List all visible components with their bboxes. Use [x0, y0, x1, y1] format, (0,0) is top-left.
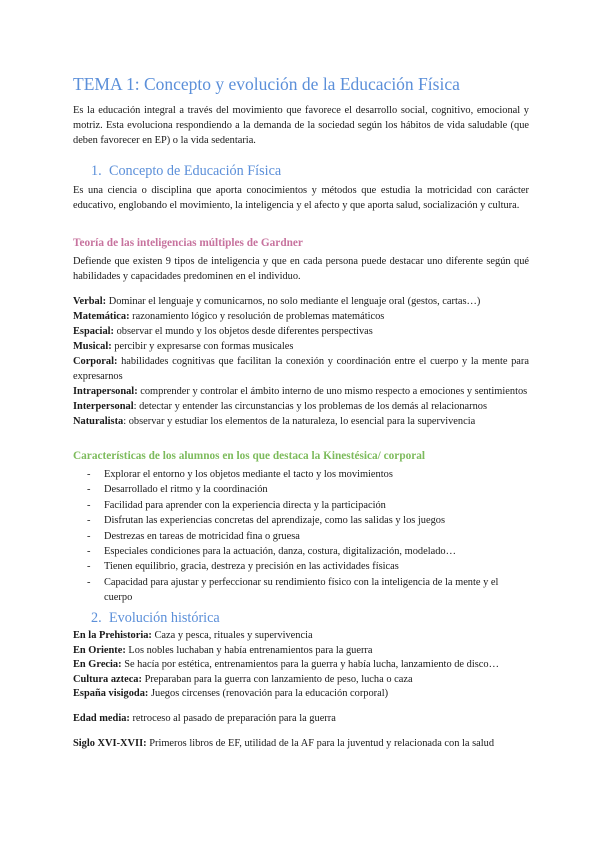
intelligence-desc: habilidades cognitivas que facilitan la conexión y coordinación entre el cuerpo y la mente para expresarnos [73, 356, 529, 382]
intelligence-desc: Dominar el lenguaje y comunicarnos, no solo mediante el lenguaje oral (gestos, cartas…) [106, 296, 481, 307]
section-1-paragraph: Es una ciencia o disciplina que aporta conocimientos y métodos que estudia la motricidad con carácter educativo, englobando el movimiento, la inteligencia y el afecto y que aporta salud, socialización y cultura. [73, 185, 529, 211]
list-item-text: Capacidad para ajustar y perfeccionar su rendimiento físico con la inteligencia de la mente y el cuerpo [104, 576, 499, 604]
section-1-number: 1. [91, 163, 102, 179]
intelligence-item [73, 384, 529, 399]
list-item-text: Especiales condiciones para la actuación, danza, costura, digitalización, modelado… [104, 546, 456, 558]
history-desc: Caza y pesca, rituales y supervivencia [151, 630, 313, 641]
intelligence-item [73, 399, 529, 414]
intelligence-term: Naturalista [73, 416, 124, 427]
history-desc: Juegos circenses (renovación para la educación corporal) [148, 688, 389, 700]
intelligence-item [73, 309, 529, 324]
section-2-number: 2. [91, 610, 102, 626]
history-list [73, 629, 529, 702]
bullet-dash: - [87, 499, 91, 511]
history-desc: Los nobles luchaban y había entrenamientos para la guerra [125, 644, 373, 656]
history-item [73, 687, 529, 702]
list-item [87, 498, 529, 513]
list-item-text: Desarrollado el ritmo y la coordinación [104, 484, 268, 496]
bullet-dash: - [87, 515, 91, 527]
list-item-text: Tienen equilibrio, gracia, destreza y precisión en las actividades físicas [104, 561, 399, 573]
list-item [87, 467, 529, 482]
intelligence-desc: observar el mundo y los objetos desde diferentes perspectivas [114, 326, 373, 337]
list-item-text: Destrezas en tareas de motricidad fina o gruesa [104, 530, 300, 542]
intelligence-item [73, 324, 529, 339]
bullet-dash: - [87, 546, 91, 558]
intelligence-item [73, 294, 529, 309]
history-desc: Se hacía por estética, entrenamientos para la guerra y había lucha, lanzamiento de disco… [121, 659, 499, 671]
history-term: Edad media: [73, 713, 130, 724]
intelligence-term: Espacial: [73, 326, 114, 337]
bullet-dash: - [87, 469, 91, 480]
intelligence-item [73, 339, 529, 354]
list-item-text: Explorar el entorno y los objetos mediante el tacto y los movimientos [104, 469, 393, 480]
history-item [73, 629, 529, 644]
history-item-middle-age [73, 712, 529, 727]
list-item [87, 559, 529, 574]
history-term: Siglo XVI-XVII: [73, 738, 147, 749]
intelligences-list [73, 294, 529, 429]
history-item-renaissance [73, 737, 529, 752]
intelligence-term: Matemática: [73, 311, 130, 322]
history-term: Cultura azteca: [73, 673, 142, 685]
list-item [87, 575, 529, 606]
history-term: España visigoda: [73, 688, 149, 700]
history-item [73, 673, 529, 688]
history-item [73, 644, 529, 659]
intelligence-desc: razonamiento lógico y resolución de problemas matemáticos [129, 311, 385, 322]
history-item [73, 658, 529, 673]
section-2-title: Evolución histórica [109, 610, 220, 626]
bullet-dash: - [87, 530, 91, 542]
bullet-dash: - [87, 484, 91, 496]
intelligence-term: Verbal: [73, 296, 107, 307]
intelligence-desc: comprender y controlar el ámbito interno de uno mismo respecto a emociones y sentimientos [137, 386, 528, 397]
intelligence-term: Interpersonal [73, 401, 134, 412]
kinesthetic-heading: Características de los alumnos en los que destaca la Kinestésica/ corporal [73, 450, 426, 462]
history-desc: Primeros libros de EF, utilidad de la AF para la juventud y relacionada con la salud [146, 738, 495, 749]
intelligence-desc: : observar y estudiar los elementos de la naturaleza, lo esencial para la supervivencia [123, 416, 476, 427]
list-item [87, 513, 529, 528]
gardner-paragraph: Defiende que existen 9 tipos de inteligencia y que en cada persona puede destacar uno diferente según qué habilidades y capacidades predominen en el individuo. [73, 256, 529, 282]
list-item-text: Facilidad para aprender con la experiencia directa y la participación [104, 499, 386, 511]
gardner-heading: Teoría de las inteligencias múltiples de Gardner [73, 237, 303, 249]
intelligence-desc: percibir y expresarse con formas musicales [111, 341, 294, 352]
intelligence-term: Intrapersonal: [73, 386, 138, 397]
intelligence-desc: : detectar y entender las circunstancias y los problemas de los demás al relacionarnos [133, 401, 488, 412]
section-2-heading [91, 610, 220, 627]
bullet-dash: - [87, 561, 91, 573]
history-desc: Preparaban para la guerra con lanzamiento de peso, lucha o caza [141, 673, 413, 685]
section-1-title: Concepto de Educación Física [109, 163, 282, 179]
list-item [87, 482, 529, 497]
list-item [87, 529, 529, 544]
intelligence-term: Musical: [73, 341, 112, 352]
kinesthetic-list [87, 467, 529, 606]
section-1-heading [91, 163, 281, 180]
list-item-text: Disfrutan las experiencias concretas del aprendizaje, como las salidas y los juegos [104, 515, 446, 527]
history-term: En Grecia: [73, 659, 122, 671]
bullet-dash: - [87, 576, 91, 588]
document-title: TEMA 1: Concepto y evolución de la Educación Física [73, 74, 460, 94]
history-desc: retroceso al pasado de preparación para la guerra [129, 713, 336, 724]
list-item [87, 544, 529, 559]
intelligence-term: Corporal: [73, 356, 118, 367]
intelligence-item [73, 414, 529, 429]
history-term: En la Prehistoria: [73, 630, 152, 641]
intelligence-item [73, 354, 529, 384]
history-term: En Oriente: [73, 644, 126, 656]
intro-paragraph: Es la educación integral a través del movimiento que favorece el desarrollo social, cognitivo, emocional y motriz. Esta evoluciona respondiendo a la demanda de la sociedad según los hábitos de vida saludable (que deben favorecer en EP) o la vida sedentaria. [73, 105, 529, 146]
